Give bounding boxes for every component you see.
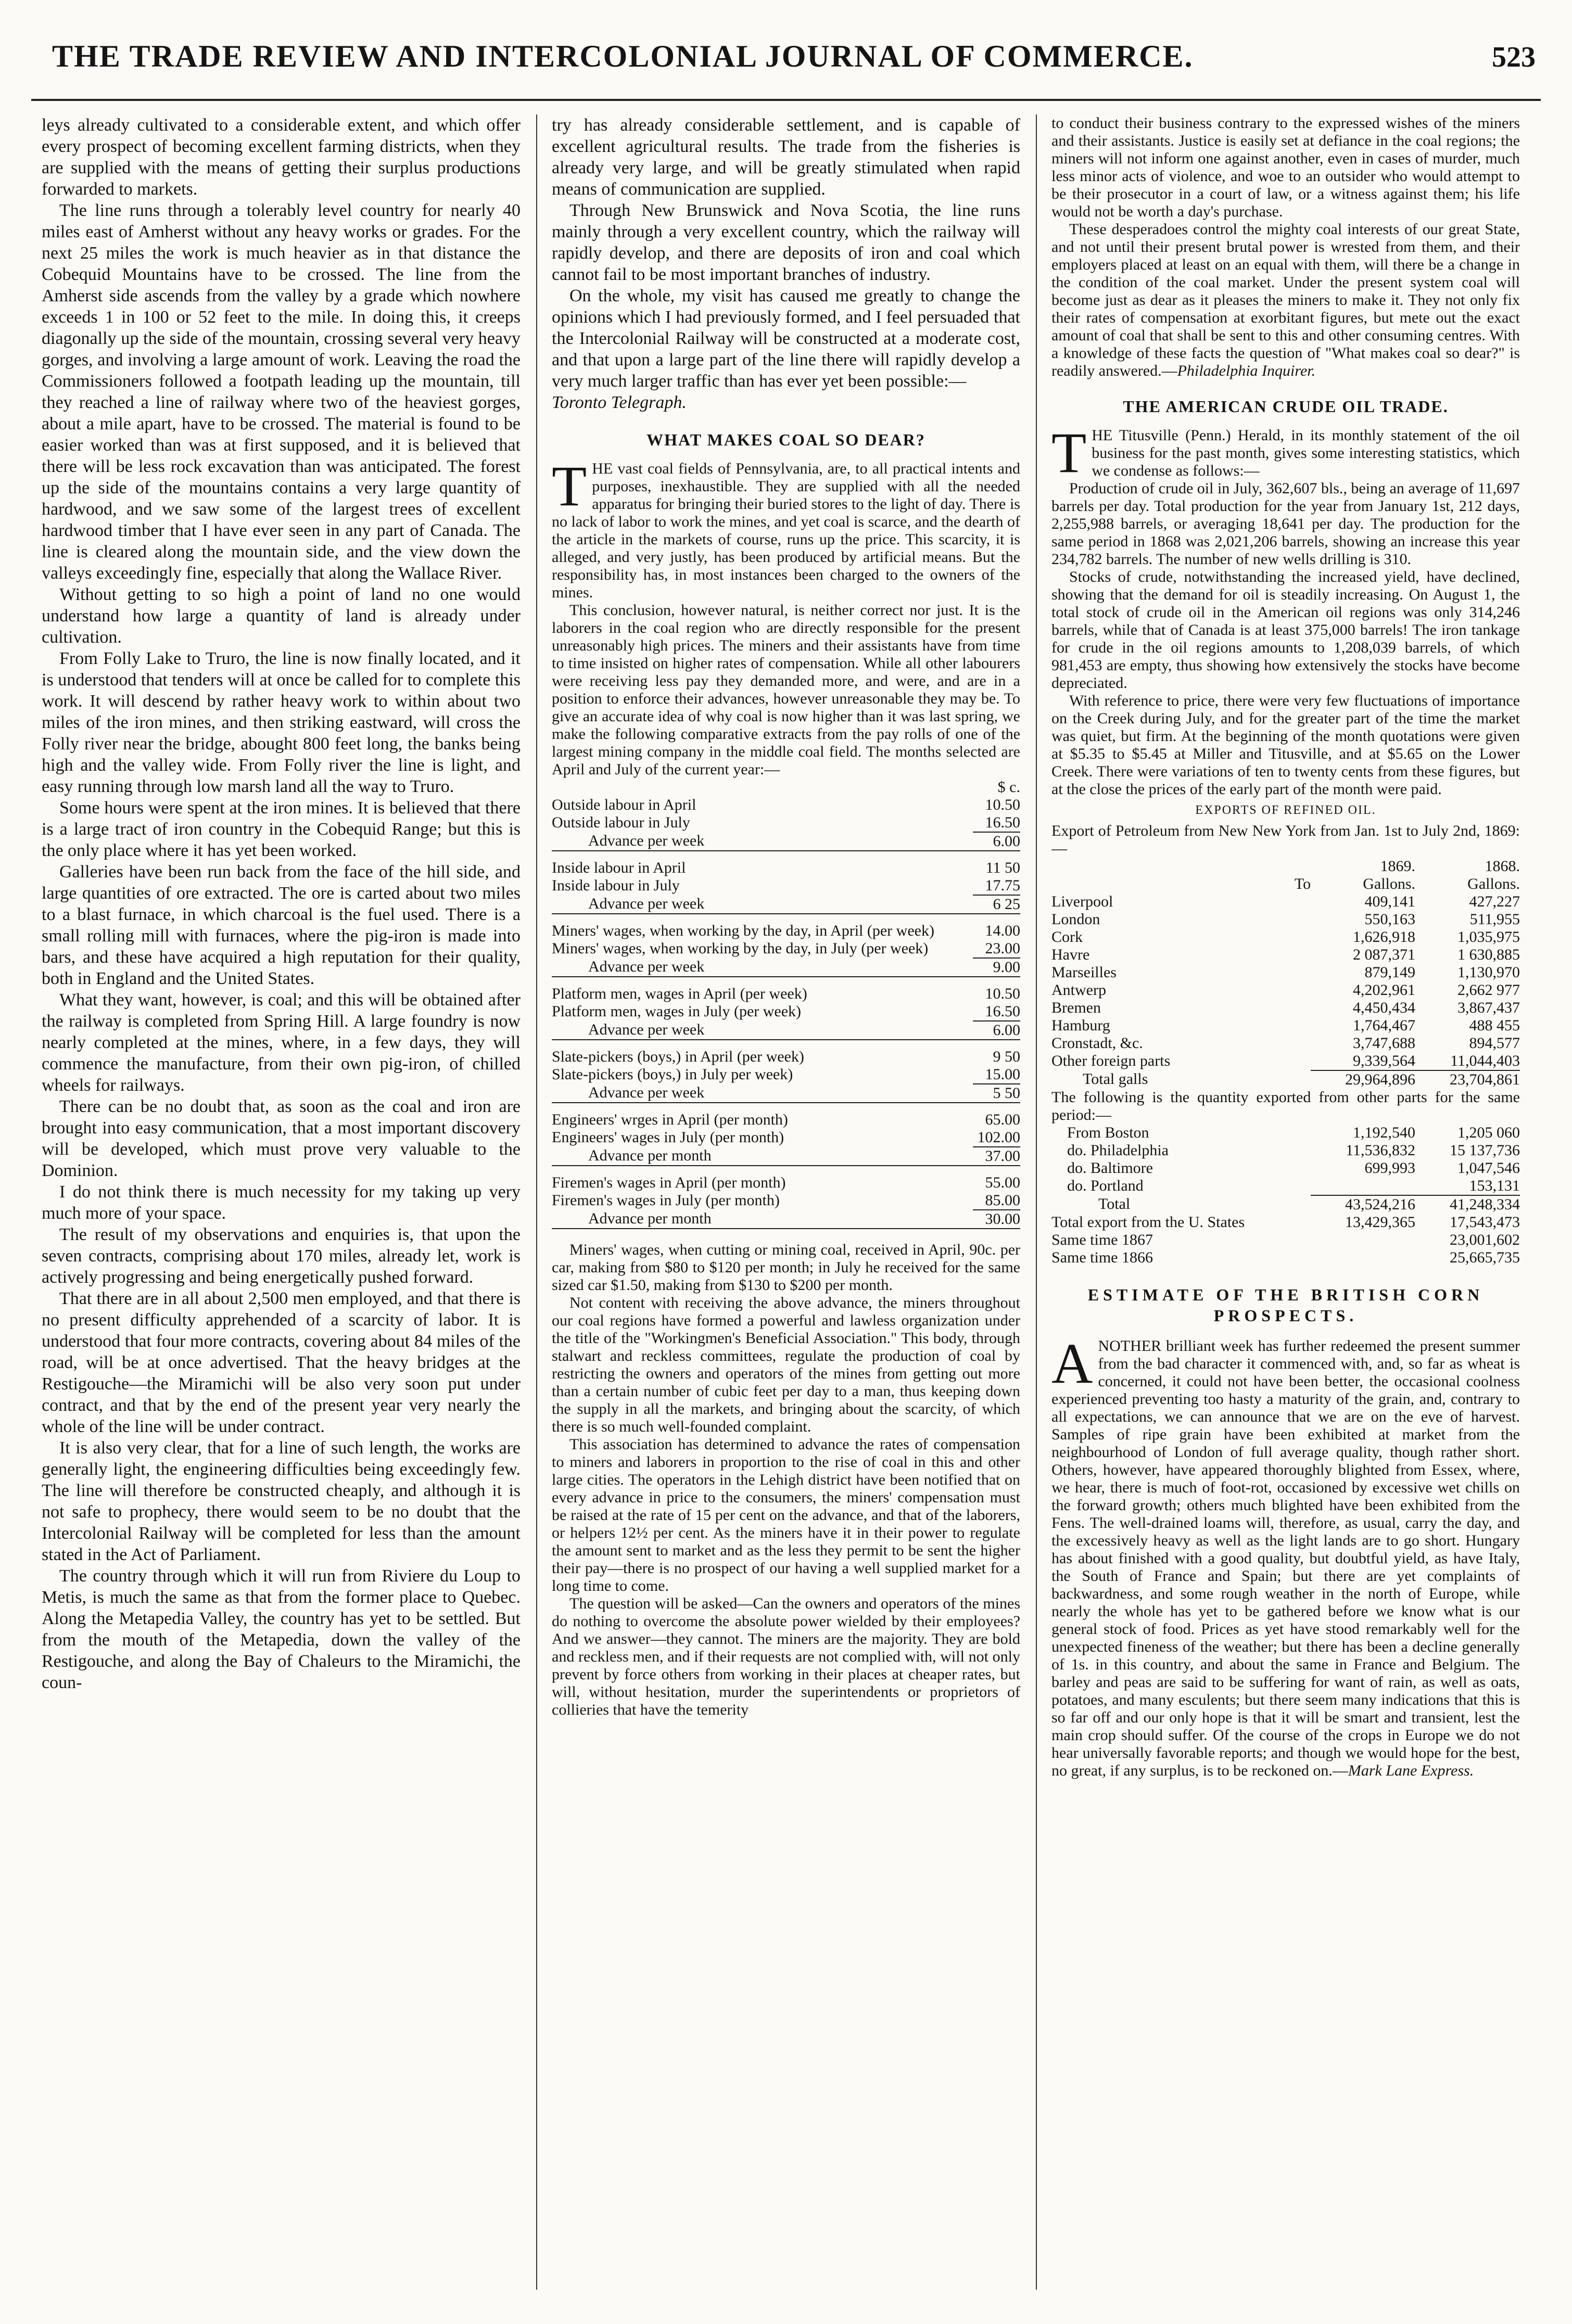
wage-label: Slate-pickers (boys,) in July per week)	[552, 1066, 793, 1083]
advance-row	[552, 1021, 1020, 1040]
paragraph: Through New Brunswick and Nova Scotia, the line runs mainly through a very excellent country, which the railway will rapidly develop, and there are deposits of iron and coal which cannot fail to be most important branches of industry.	[552, 201, 1020, 284]
paragraph: With reference to price, there were very few fluctuations of importance on the Creek during July, and for the greater part of the time the market was quiet, but firm. At the beginning of the month quotations were given at $5.35 to $5.45 at Miller and Titusville, and at $5.65 on the Lower Creek. There were variations of ten to twenty cents from these figures, but at the close the prices of the early part of the month were paid.	[1051, 692, 1520, 798]
table-row	[552, 1129, 1020, 1147]
row-spacer	[552, 1229, 1020, 1237]
gallons-1868: 15 137,736	[1450, 1142, 1520, 1159]
table-row	[1051, 946, 1520, 964]
table-row	[1051, 1195, 1520, 1214]
gallons-1868: 1 630,885	[1457, 946, 1520, 963]
destination: do. Portland	[1067, 1177, 1144, 1194]
year-header: 1869.	[1380, 858, 1416, 875]
table-row	[1051, 1070, 1520, 1089]
gallons-1869: 4,450,434	[1353, 999, 1416, 1016]
destination: Bremen	[1051, 999, 1101, 1016]
paragraph: The question will be asked—Can the owners and operators of the mines do nothing to overcome the absolute power wielded by their employees? And we answer—they cannot. The miners are the majority. They are bold and reckless men, and if their requests are not complied with, will not only prevent by force others from working in their places at cheaper rates, but will, without hesitation, murder the superintendents or proprietors of collieries that have the temerity	[552, 1595, 1020, 1718]
table-row	[552, 814, 1020, 832]
paragraph: I do not think there is much necessity for my taking up very much more of your space.	[42, 1182, 521, 1223]
gallons-1868: 427,227	[1469, 893, 1520, 910]
paragraph: Without getting to so high a point of land no one would understand how large a quantity of land is already under cultivation.	[42, 585, 521, 647]
source-signature: Toronto Telegraph.	[552, 393, 687, 412]
column-divider	[536, 114, 537, 2290]
rule-line	[552, 1166, 1020, 1174]
gallons-1868: 1,130,970	[1457, 964, 1520, 981]
advance-row	[552, 1210, 1020, 1229]
destination: From Boston	[1067, 1124, 1149, 1141]
paragraph: What they want, however, is coal; and this will be obtained after the railway is completed from Spring Hill. A large foundry is now nearly completed at the mines, where, in a few days, they will commence the manufacture, from their own pig-iron, of chilled wheels for railways.	[42, 990, 521, 1095]
gallons-1869: 2 087,371	[1353, 946, 1416, 963]
table-row	[552, 940, 1020, 958]
advance-value: 6.00	[973, 832, 1020, 851]
advance-row	[552, 832, 1020, 851]
currency-header: $ c.	[997, 778, 1020, 796]
gallons-1869: 13,429,365	[1345, 1214, 1416, 1231]
advance-label: Advance per month	[588, 1147, 712, 1164]
table-row	[552, 796, 1020, 814]
gallons-1869: 11,536,832	[1346, 1142, 1416, 1159]
gallons-1869	[1311, 1249, 1415, 1267]
table-row	[552, 1048, 1020, 1066]
table-row	[1051, 981, 1520, 999]
unit-header: Gallons.	[1467, 875, 1520, 892]
table-row	[1051, 1249, 1520, 1267]
gallons-1869: 1,626,918	[1353, 928, 1416, 946]
destination: Other foreign parts	[1051, 1052, 1171, 1069]
rule-line	[552, 1040, 1020, 1048]
railway-article-continued	[552, 114, 1020, 413]
paragraph: leys already cultivated to a considerable extent, and which offer every prospect of becoming excellent farming districts, when they are supplied with the means of getting their surplus productions forwarded to markets.	[42, 116, 521, 199]
drop-cap: A	[1051, 1332, 1093, 1395]
rule-line	[552, 851, 1020, 859]
paragraph: Production of crude oil in July, 362,607 bls., being an average of 11,697 barrels per day. Total production for the year from January 1st, 212 days, 2,255,988 barrels, or averaging 18,641 per day. The production for the same period in 1868 was 2,021,206 barrels, showing an increase this year 234,782 barrels. The number of new wells drilling is 310.	[1051, 480, 1520, 568]
paragraph: Some hours were spent at the iron mines. It is believed that there is a large tract of iron country in the Cobequid Range; but this is the only place where it has yet been worked.	[42, 798, 521, 860]
gallons-1868: 11,044,403	[1450, 1052, 1520, 1069]
table-row	[1051, 928, 1520, 946]
destination: Cronstadt, &c.	[1051, 1035, 1143, 1052]
destination: Cork	[1051, 928, 1083, 946]
destination: London	[1051, 911, 1100, 928]
wage-value: 10.50	[985, 985, 1020, 1002]
source-signature: Mark Lane Express.	[1348, 1762, 1474, 1779]
rule-line	[552, 1229, 1020, 1237]
advance-label: Advance per week	[588, 958, 705, 975]
wage-value: 14.00	[985, 922, 1020, 939]
table-row	[552, 1192, 1020, 1210]
wages-table	[552, 778, 1020, 1237]
table-row	[1051, 1214, 1520, 1231]
destination: Total galls	[1083, 1070, 1148, 1088]
paragraph: This conclusion, however natural, is neither correct nor just. It is the laborers in the coal region who are directly responsible for the present unreasonably high prices. The miners and their assistants have from time to time insisted on higher rates of compensation. While all other labourers were receiving less pay they demanded more, and were, and are in a position to enforce their advances, however unreasonable they may be. To give an accurate idea of why coal is now higher than it was last spring, we make the following comparative extracts from the pay rolls of one of the largest mining company in the middle coal field. The months selected are April and July of the current year:—	[552, 602, 1020, 778]
paragraph: to conduct their business contrary to the expressed wishes of the miners and their assistants. Justice is easily set at defiance in the coal regions; the miners will not inform one against another, even in cases of murder, much less minor acts of violence, and woe to an outsider who would attempt to be their prosecutor in a court of law, or a witness against them; his life would not be worth a day's purchase.	[1051, 114, 1520, 220]
paragraph: try has already considerable settlement, and is capable of excellent agricultural results. The trade from the fisheries is already very large, and will be greatly stimulated when rapid means of communication are supplied.	[552, 116, 1020, 199]
wage-value: 102.00	[977, 1129, 1020, 1146]
wage-value: 16.50	[985, 1003, 1020, 1020]
rule-line	[552, 977, 1020, 985]
destination: do. Philadelphia	[1067, 1142, 1169, 1159]
destination: Hamburg	[1051, 1017, 1110, 1034]
gallons-1869: 699,993	[1364, 1159, 1416, 1177]
paragraph: It is also very clear, that for a line of such length, the works are generally light, the engineering difficulties being exceedingly few. The line will therefore be constructed cheaply, and although it is not safe to prophecy, there would seem to be no doubt that the Intercolonial Railway will be completed for less than the amount stated in the Act of Parliament.	[42, 1438, 521, 1564]
article-heading: WHAT MAKES COAL SO DEAR?	[646, 430, 926, 449]
table-row	[1051, 893, 1520, 911]
row-spacer	[552, 914, 1020, 922]
gallons-1868: 3,867,437	[1457, 999, 1520, 1016]
wage-label: Outside labour in July	[552, 814, 690, 831]
paragraph: The line runs through a tolerably level country for nearly 40 miles east of Amherst without any heavy works or grades. For the next 25 miles the work is much heavier as in that distance the Cobequid Mountains have to be crossed. The line from the Amherst side ascends from the valley by a grade which nowhere exceeds 1 in 100 or 52 feet to the mile. In doing this, it creeps diagonally up the side of the mountain, crossing several very heavy gorges, and involving a large amount of work. Leaving the road the Commissioners followed a footpath leading up the mountain, till they reached a line of railway where two of the heaviest gorges, about a mile apart, have to be crossed. The material is found to be easier worked than was at first supposed, and it is believed that there will be less rock excavation than was anticipated. The forest up the side of the mountains contains a very large quantity of hardwood, and we saw some of the largest trees of excellent hardwood timber that I have ever seen in any part of Canada. The line is cleared along the mountain side, and the view down the valleys exceedingly fine, especially that along the Wallace River.	[42, 201, 521, 583]
lead-paragraph	[1051, 421, 1520, 484]
wage-label: Firemen's wages in July (per month)	[552, 1192, 780, 1209]
gallons-1869: 4,202,961	[1353, 981, 1416, 999]
gallons-1868: 488 455	[1469, 1017, 1520, 1034]
destination: Same time 1867	[1051, 1231, 1153, 1248]
destination: do. Baltimore	[1067, 1159, 1153, 1177]
destination: Liverpool	[1051, 893, 1113, 910]
advance-label: Advance per week	[588, 832, 705, 849]
wage-label: Engineers' wages in July (per month)	[552, 1129, 784, 1146]
article-heading: THE AMERICAN CRUDE OIL TRADE.	[1123, 397, 1449, 416]
gallons-1869: 409,141	[1364, 893, 1416, 910]
table-row	[552, 1066, 1020, 1084]
paragraph: This association has determined to advance the rates of compensation to miners and laborers in proportion to the rise of coal in this and other large cities. The operators in the Lehigh district have been notified that on every advance in price to the consumers, the miners' compensation must be raised at the rate of 15 per cent on the advance, and that of the laborers, or helpers 12½ per cent. As the miners have it in their power to regulate the amount sent to market and as the less they permit to be sent the higher their pay—there is no prospect of our having a well supplied market for a long time to come.	[552, 1436, 1020, 1594]
wage-value: 65.00	[985, 1111, 1020, 1128]
wage-label: Inside labour in April	[552, 859, 686, 876]
wage-value: 16.50	[985, 814, 1020, 831]
paragraph: There can be no doubt that, as soon as the coal and iron are brought into easy communication, that a most important discovery will be developed, which must prove very valuable to the Dominion.	[42, 1097, 521, 1180]
advance-row	[552, 1147, 1020, 1166]
gallons-1869: 3,747,688	[1353, 1035, 1416, 1052]
destination: Havre	[1051, 946, 1090, 963]
paragraph: Miners' wages, when cutting or mining coal, received in April, 90c. per car, making from $80 to $120 per month; in July he received for the same sized car $1.50, making from $130 to $200 per month.	[552, 1241, 1020, 1294]
wage-value: 23.00	[985, 940, 1020, 957]
gallons-1868: 1,047,546	[1457, 1159, 1520, 1177]
gallons-1868: 511,955	[1469, 911, 1520, 928]
advance-value: 6 25	[973, 895, 1020, 914]
row-spacer	[552, 851, 1020, 859]
advance-label: Advance per week	[588, 1021, 705, 1038]
advance-label: Advance per month	[588, 1210, 712, 1227]
row-spacer	[552, 1103, 1020, 1111]
table-row	[1051, 1017, 1520, 1035]
table-row	[552, 859, 1020, 877]
column-divider	[1036, 114, 1037, 2290]
paragraph: Stocks of crude, notwithstanding the increased yield, have declined, showing that the demand for oil is steadily increasing. On August 1, the total stock of crude oil in the American oil regions was only 314,246 barrels, while that of Canada is at least 375,000 barrels! The iron tankage for crude in the oil regions amounts to 1,208,039 barrels, of which 981,453 are empty, thus showing how extensively the stocks have become depreciated.	[1051, 568, 1520, 692]
advance-value: 6.00	[973, 1021, 1020, 1040]
advance-row	[552, 895, 1020, 914]
paragraph: Galleries have been run back from the face of the hill side, and large quantities of ore extracted. The ore is carted about two miles to a blast furnace, in which charcoal is the fuel used. There is a small rolling mill with furnaces, where the pig-iron is made into bars, and these have acquired a high reputation for their quality, both in England and the United States.	[42, 862, 521, 988]
destination: Antwerp	[1051, 981, 1106, 999]
table-row	[1051, 1159, 1520, 1177]
paragraph: The result of my observations and enquiries is, that upon the seven contracts, comprising about 170 miles, already let, work is actively progressing and being energetically pushed forward.	[42, 1225, 521, 1287]
wage-label: Firemen's wages in April (per month)	[552, 1174, 786, 1191]
table-row	[552, 985, 1020, 1003]
wage-label: Inside labour in July	[552, 877, 680, 894]
gallons-1868: 23,704,861	[1415, 1070, 1520, 1089]
paragraph: Not content with receiving the above advance, the miners throughout our coal regions have formed a powerful and lawless organization under the title of the "Workingmen's Beneficial Association." This body, through stalwart and reckless committees, regulate the production of coal by restricting the owners and operators of the mines from getting out more than a certain number of cubic feet per day to a man, thus keeping down the supply in all the markets, and bringing about the scarcity, of which there is so much well-founded complaint.	[552, 1294, 1020, 1435]
drop-cap: T	[552, 454, 587, 518]
advance-value: 37.00	[973, 1147, 1020, 1166]
advance-value: 9.00	[973, 958, 1020, 977]
journal-title: THE TRADE REVIEW AND INTERCOLONIAL JOURNAL OF COMMERCE.	[52, 39, 1194, 73]
table-row	[552, 1111, 1020, 1129]
table-row	[552, 1174, 1020, 1192]
table-row	[1051, 964, 1520, 981]
table-row	[552, 922, 1020, 940]
wage-label: Miners' wages, when working by the day, in July (per week)	[552, 940, 929, 957]
gallons-1869: 29,964,896	[1311, 1070, 1415, 1089]
gallons-1868: 153,131	[1469, 1177, 1520, 1194]
lead-text: HE Titusville (Penn.) Herald, in its monthly statement of the oil business for the past month, gives some interesting statistics, which we condense as follows:—	[1092, 427, 1520, 479]
wage-label: Miners' wages, when working by the day, in April (per week)	[552, 922, 934, 939]
wage-label: Outside labour in April	[552, 796, 696, 813]
gallons-1868: 23,001,602	[1450, 1231, 1520, 1248]
unit-header: Gallons.	[1363, 875, 1416, 892]
export-intro: Export of Petroleum from New New York from Jan. 1st to July 2nd, 1869:—	[1051, 822, 1520, 857]
wage-value: 17.75	[985, 877, 1020, 894]
advance-value: 5 50	[973, 1084, 1020, 1103]
wage-value: 55.00	[985, 1174, 1020, 1191]
table-row	[1051, 1177, 1520, 1195]
gallons-1868: 25,665,735	[1450, 1249, 1520, 1266]
table-row	[1051, 1035, 1520, 1052]
paragraph-text: These desperadoes control the mighty coal interests of our great State, and not until their present brutal power is wrested from them, and their employers placed at least on an equal with them, will there be a change in the condition of the coal market. Under the present system coal will become just as dear as it pleases the miners to make it. They not only fix their rates of compensation at exorbitant figures, but mete out the exact amount of coal that shall be sent to this and other consuming centres. With a knowledge of these facts the question of "What makes coal so dear?" is readily answered.—	[1051, 221, 1520, 379]
sub-heading: EXPORTS OF REFINED OIL.	[1195, 803, 1376, 817]
column-3	[1051, 114, 1520, 2300]
paragraph: On the whole, my visit has caused me greatly to change the opinions which I had previously formed, and I feel persuaded that the Intercolonial Railway will be constructed at a moderate cost, and that upon a large part of the line there will rapidly develop a very much larger traffic than has ever yet been possible:—	[552, 286, 1020, 391]
table-row	[1051, 1052, 1520, 1070]
year-header: 1868.	[1485, 858, 1520, 875]
advance-label: Advance per week	[588, 1084, 705, 1101]
destination: Total export from the U. States	[1051, 1214, 1245, 1231]
wage-value: 11 50	[985, 859, 1020, 876]
wage-label: Slate-pickers (boys,) in April (per week)	[552, 1048, 804, 1065]
table-row	[1051, 1142, 1520, 1159]
table-row	[1051, 999, 1520, 1017]
table-row	[552, 877, 1020, 895]
gallons-1869: 43,524,216	[1311, 1195, 1415, 1214]
advance-label: Advance per week	[588, 895, 705, 912]
rule-line	[552, 1103, 1020, 1111]
table-row	[1051, 911, 1520, 928]
wage-value: 9 50	[993, 1048, 1020, 1065]
gallons-1869: 9,339,564	[1353, 1052, 1416, 1069]
gallons-1868: 2,662 977	[1457, 981, 1520, 999]
table-row	[1051, 1231, 1520, 1249]
gallons-1868: 1,205 060	[1457, 1124, 1520, 1141]
gallons-1868: 1,035,975	[1457, 928, 1520, 946]
table-row	[1051, 1089, 1520, 1124]
other-ports-intro: The following is the quantity exported from other parts for the same period:—	[1051, 1089, 1520, 1123]
wage-label: Platform men, wages in July (per week)	[552, 1003, 802, 1020]
gallons-1869: 1,192,540	[1353, 1124, 1416, 1141]
gallons-1869: 1,764,467	[1353, 1017, 1416, 1034]
advance-row	[552, 958, 1020, 977]
article-heading: ESTIMATE OF THE BRITISH CORN PROSPECTS.	[1087, 1285, 1484, 1325]
row-spacer	[552, 977, 1020, 985]
gallons-1869	[1311, 1177, 1415, 1195]
gallons-1868: 41,248,334	[1415, 1195, 1520, 1214]
page-header	[31, 31, 1541, 101]
table-row	[552, 1003, 1020, 1021]
gallons-1869	[1311, 1231, 1415, 1249]
destination: Marseilles	[1051, 964, 1117, 981]
gallons-1869: 879,149	[1364, 964, 1416, 981]
row-spacer	[552, 1166, 1020, 1174]
destination: Total	[1098, 1195, 1131, 1212]
lead-text: HE vast coal fields of Pennsylvania, are, to all practical intents and purposes, inexhaustible. They are supplied with all the needed apparatus for bringing their buried stores to the light of day. There is no lack of labor to work the mines, and yet coal is scarce, and the dearth of the article in the markets of course, runs up the price. This scarcity, it is alleged, and very justly, has been produced by artificial means. But the responsibility has, in most instances been charged to the owners of the mines.	[552, 460, 1020, 601]
gallons-1868: 894,577	[1469, 1035, 1520, 1052]
to-label: To	[1294, 875, 1311, 892]
drop-cap: T	[1051, 421, 1087, 484]
paragraph: That there are in all about 2,500 men employed, and that there is no present difficulty apprehended of a scarcity of labor. It is understood that four more contracts, covering about 84 miles of the road, will be at once advertised. That the heavy bridges at the Restigouche—the Miramichi will be also very soon put under contract, and that by the end of the present year very nearly the whole of the line will be under contract.	[42, 1289, 521, 1436]
row-spacer	[552, 1040, 1020, 1048]
wage-value: 10.50	[985, 796, 1020, 813]
rule-line	[552, 914, 1020, 922]
paragraph	[1051, 221, 1520, 380]
column-1	[42, 114, 521, 2300]
advance-row	[552, 1084, 1020, 1103]
wage-value: 15.00	[985, 1066, 1020, 1083]
column-2	[552, 114, 1020, 2300]
table-row	[1051, 1124, 1520, 1142]
destination: Same time 1866	[1051, 1249, 1153, 1266]
exports-table	[1051, 858, 1520, 1267]
lead-paragraph	[552, 454, 1020, 602]
gallons-1868: 17,543,473	[1450, 1214, 1520, 1231]
wage-label: Engineers' wrges in April (per month)	[552, 1111, 788, 1128]
advance-value: 30.00	[973, 1210, 1020, 1229]
paragraph: The country through which it will run from Riviere du Loup to Metis, is much the same as that from the former place to Quebec. Along the Metapedia Valley, the country has yet to be settled. But from the mouth of the Metapedia, down the valley of the Restigouche, and along the Bay of Chaleurs to the Miramichi, the coun-	[42, 1566, 521, 1692]
wage-label: Platform men, wages in April (per week)	[552, 985, 807, 1002]
source-signature: Philadelphia Inquirer.	[1177, 362, 1316, 379]
wage-value: 85.00	[985, 1192, 1020, 1209]
lead-text: NOTHER brilliant week has further redeemed the present summer from the bad character it commenced with, and, so far as wheat is concerned, it could not have been better, the occasional coolness experienced preventing too hasty a maturity of the grain, and, contrary to all expectations, we can announce that we are on the eve of harvest. Samples of ripe grain have been exhibited at market from the neighbourhood of London of full average quality, though rather short. Others, however, have appeared thoroughly blighted from Essex, where, we hear, there is much of foot-rot, occasioned by excessive wet chills on the forward growth; others much blighted have been exhibited from the Fens. The well-drained loams will, therefore, as usual, carry the day, and the excessively heavy as well as the light lands are to go short. Hungary has about finished with a good quality, but doubtful yield, as have Italy, the South of France and Spain; but there are yet complaints of backwardness, and some rough weather in the north of Europe, while nearly the whole has yet to be gathered before we know what is our general stock of food. Prices as yet have stood remarkably well for the unexpected fineness of the weather; but there has been a decline generally of 1s. in this country, and about the same in France and Belgium. The barley and peas are said to be suffering for want of rain, as well as oats, potatoes, and many esculents; but there seem many indications that this is so far off and our only hope is that it will be smart and transient, lest the main crop should suffer. Of the course of the crops in Europe we do not hear universally favorable reports; and though we would hope for the best, no great, if any surplus, is to be reckoned on.—	[1051, 1337, 1520, 1779]
gallons-1869: 550,163	[1364, 911, 1416, 928]
page-number: 523	[1492, 41, 1536, 73]
paragraph: From Folly Lake to Truro, the line is now finally located, and it is understood that tenders will at once be called for to complete this work. It will descend by rather heavy work to within about two miles of the iron mines, and then striking eastward, will cross the Folly river near the bridge, abought 800 feet long, the banks being high and the valley wide. From Folly river the line is light, and easy running through low marsh land all the way to Truro.	[42, 649, 521, 796]
lead-paragraph	[1051, 1332, 1520, 1780]
